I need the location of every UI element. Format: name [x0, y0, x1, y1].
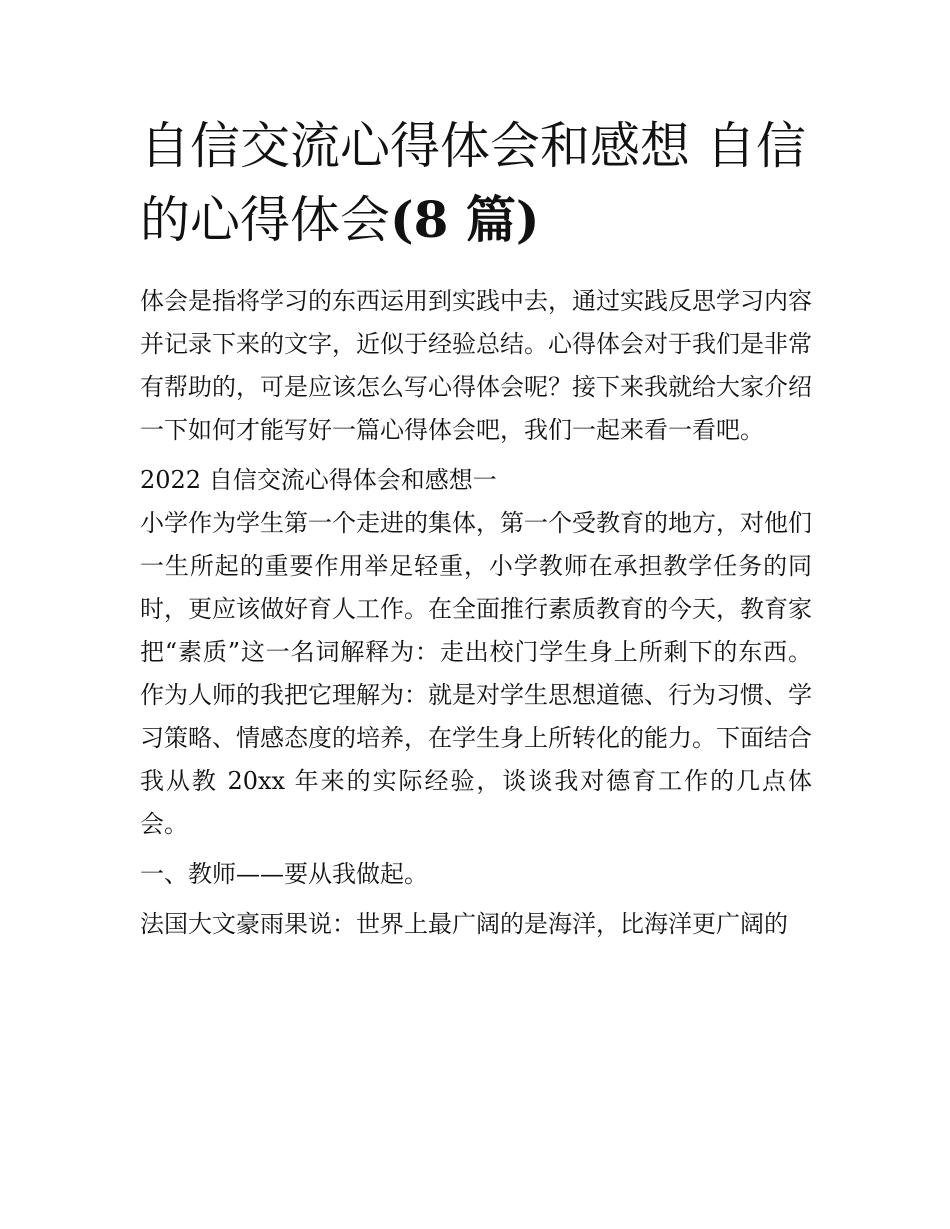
title-line-1: 自信交流心得体会和感想 自信	[140, 117, 806, 175]
intro-paragraph: 体会是指将学习的东西运用到实践中去，通过实践反思学习内容并记录下来的文字，近似于经验总结。心得体会对于我们是非常有帮助的，可是应该怎么写心得体会呢？接下来我就给大家介绍一下如何才能写好一篇心得体会吧，我们一起来看一看吧。	[140, 287, 812, 444]
title-line-2-prefix: 的心得体会	[140, 191, 390, 249]
document-body	[140, 280, 812, 946]
body-paragraph-2: 法国大文豪雨果说：世界上最广阔的是海洋，比海洋更广阔的	[140, 910, 788, 938]
body-paragraph-1: 小学作为学生第一个走进的集体，第一个受教育的地方，对他们一生所起的重要作用举足轻重，小学教师在承担教学任务的同时，更应该做好育人工作。在全面推行素质教育的今天，教育家把“素质”这一名词解释为：走出校门学生身上所剩下的东西。作为人师的我把它理解为：就是对学生思想道德、行为习惯、学习策略、情感态度的培养，在学生身上所转化的能力。下面结合我从教 20xx 年来的实际经验，谈谈我对德育工作的几点体会。	[140, 509, 812, 838]
subheading-1: 一、教师——要从我做起。	[140, 860, 428, 888]
title-count-suffix: 篇)	[448, 190, 540, 249]
document-title	[140, 110, 820, 257]
title-count: (8	[390, 190, 449, 249]
section-heading: 2022 自信交流心得体会和感想一	[140, 466, 497, 494]
